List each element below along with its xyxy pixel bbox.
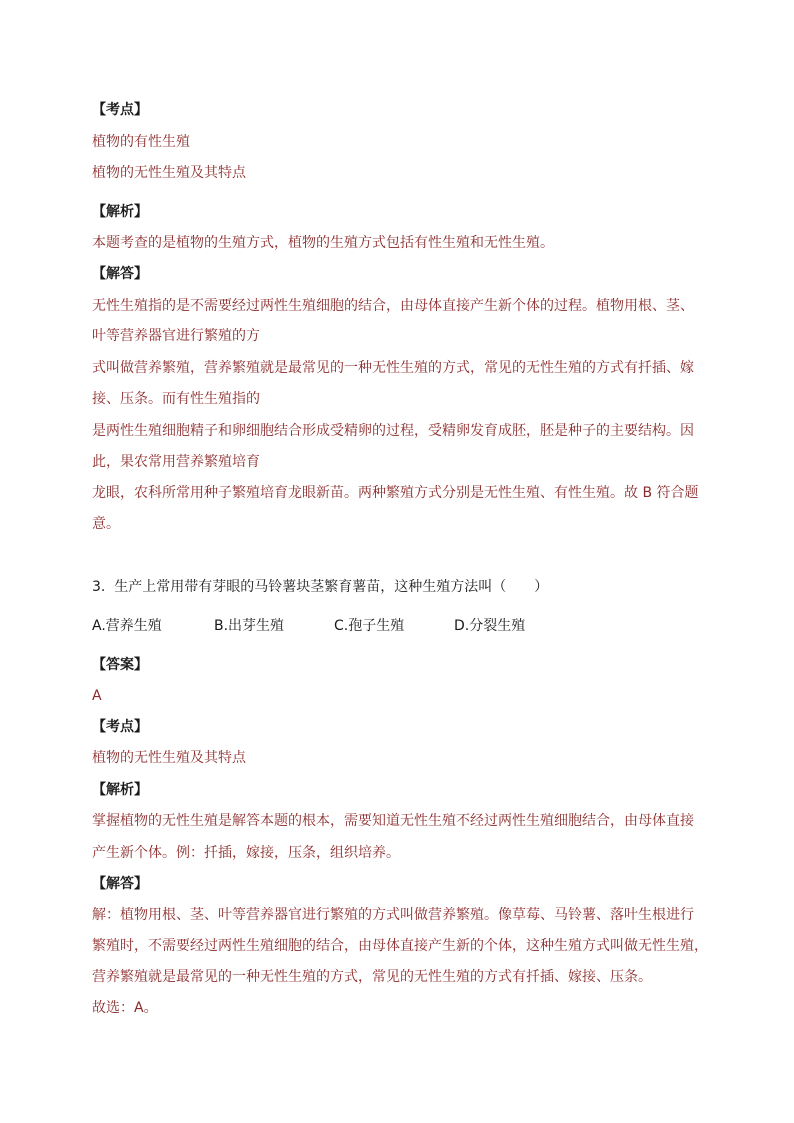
question-text: 生产上常用带有芽眼的马铃薯块茎繁育薯苗，这种生殖方法叫（ ） bbox=[114, 579, 549, 595]
question-stem bbox=[92, 577, 548, 597]
jieda-line: 式叫做营养繁殖，营养繁殖就是最常见的一种无性生殖的方式，常见的无性生殖的方式有扦插、嫁 bbox=[92, 360, 694, 376]
option-b: B.出芽生殖 bbox=[214, 618, 285, 634]
kaodian-heading: 【考点】 bbox=[92, 102, 148, 118]
question-number: 3. bbox=[92, 579, 106, 595]
jiexi-line: 产生新个体。例：扦插，嫁接，压条，组织培养。 bbox=[92, 845, 400, 861]
answer-value: A bbox=[92, 688, 102, 704]
jiexi-heading: 【解析】 bbox=[92, 204, 148, 220]
kaodian-heading: 【考点】 bbox=[92, 719, 148, 735]
jieda-line: 此，果农常用营养繁殖培育 bbox=[92, 454, 260, 470]
jieda-line: 龙眼，农科所常用种子繁殖培育龙眼新苗。两种繁殖方式分别是无性生殖、有性生殖。故 B 符合题 bbox=[92, 485, 699, 501]
option-c: C.孢子生殖 bbox=[334, 618, 405, 634]
option-d: D.分裂生殖 bbox=[454, 618, 526, 634]
jieda-line: 解：植物用根、茎、叶等营养器官进行繁殖的方式叫做营养繁殖。像草莓、马铃薯、落叶生根进行 bbox=[92, 907, 694, 923]
jieda-heading: 【解答】 bbox=[92, 266, 148, 282]
jieda-line: 是两性生殖细胞精子和卵细胞结合形成受精卵的过程，受精卵发育成胚，胚是种子的主要结构。因 bbox=[92, 423, 694, 439]
jieda-line: 接、压条。而有性生殖指的 bbox=[92, 391, 260, 407]
jieda-line: 意。 bbox=[92, 516, 120, 532]
jieda-line: 繁殖时，不需要经过两性生殖细胞的结合，由母体直接产生新的个体，这种生殖方式叫做无性生殖， bbox=[92, 938, 708, 954]
kaodian-item: 植物的无性生殖及其特点 bbox=[92, 165, 246, 181]
jiexi-text: 本题考查的是植物的生殖方式，植物的生殖方式包括有性生殖和无性生殖。 bbox=[92, 235, 554, 251]
jieda-line: 故选：A。 bbox=[92, 1000, 158, 1016]
jiexi-line: 掌握植物的无性生殖是解答本题的根本，需要知道无性生殖不经过两性生殖细胞结合，由母体直接 bbox=[92, 813, 694, 829]
kaodian-item: 植物的有性生殖 bbox=[92, 134, 190, 150]
option-a: A.营养生殖 bbox=[92, 618, 162, 634]
jieda-line: 无性生殖指的是不需要经过两性生殖细胞的结合，由母体直接产生新个体的过程。植物用根、茎、 bbox=[92, 298, 694, 314]
jieda-heading: 【解答】 bbox=[92, 876, 148, 892]
daan-heading: 【答案】 bbox=[92, 657, 148, 673]
jiexi-heading: 【解析】 bbox=[92, 782, 148, 798]
jieda-line: 营养繁殖就是最常见的一种无性生殖的方式，常见的无性生殖的方式有扦插、嫁接、压条。 bbox=[92, 969, 652, 985]
kaodian-item: 植物的无性生殖及其特点 bbox=[92, 750, 246, 766]
jieda-line: 叶等营养器官进行繁殖的方 bbox=[92, 328, 260, 344]
